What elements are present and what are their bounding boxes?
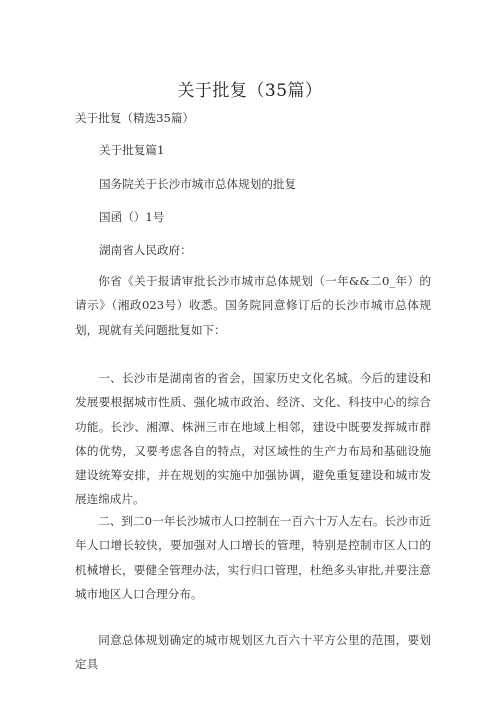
- section-heading: 关于批复篇1: [99, 143, 165, 157]
- doc-number: 国函（）1号: [99, 210, 165, 224]
- document-title: 关于批复（35篇）: [177, 81, 323, 101]
- body-paragraph-three: 同意总体规划确定的城市规划区九百六十平方公里的范围，要划定具: [75, 633, 431, 672]
- body-paragraph-intro: 你省《关于报请审批长沙市城市总体规划（一年&&二0_年）的请示》（湘政023号）收悉。国务院同意修订后的长沙市城市总体规划，现就有关问题批复如下：: [75, 274, 431, 337]
- body-paragraph-one: 一、长沙市是湖南省的省会，国家历史文化名城。今后的建设和发展要根据城市性质、强化城市政治、经济、文化、科技中心的综合功能。长沙、湘潭、株洲三市在地域上相邻，建设中既要发挥城市群体的优势，又要考虑各自的特点，对区域性的生产力布局和基础设施建设统筹安排，并在规划的实施中加强协调，避免重复建设和城市发展连绵成片。: [75, 371, 431, 507]
- official-doc-title: 国务院关于长沙市城市总体规划的批复: [99, 177, 297, 191]
- body-paragraph-two: 二、到二0一年长沙城市人口控制在一百六十万人左右。长沙市近年人口增长较快，要加强对人口增长的管理，特别是控制市区人口的机械增长，要健全管理办法，实行归口管理，杜绝多头审批,并要注意城市地区人口合理分布。: [75, 514, 431, 601]
- document-subtitle: 关于批复（精选35篇）: [75, 111, 195, 125]
- addressee: 湖南省人民政府：: [99, 243, 192, 257]
